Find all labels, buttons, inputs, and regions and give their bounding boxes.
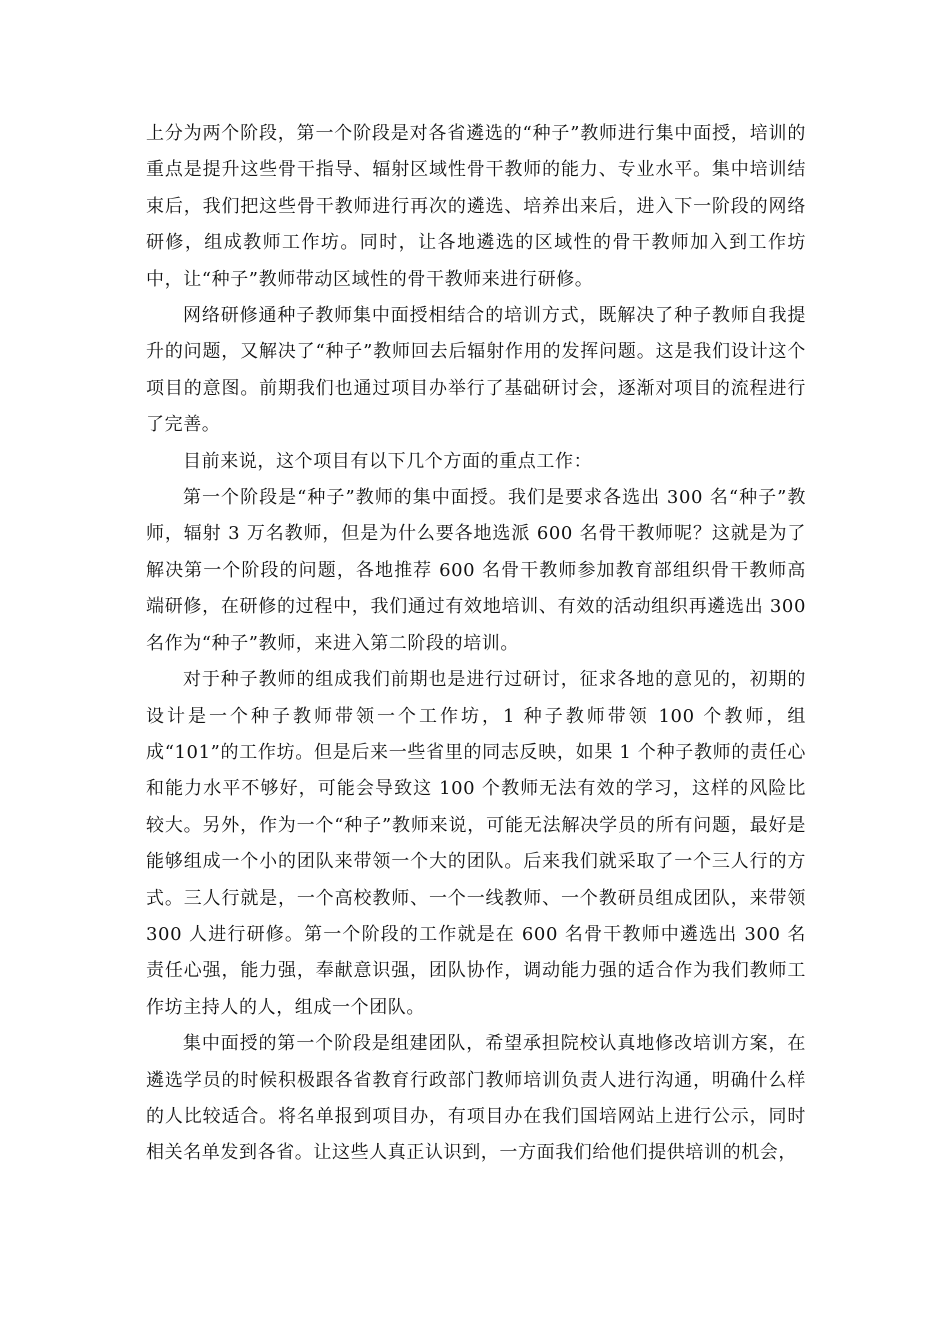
paragraph-2: 网络研修通种子教师集中面授相结合的培训方式，既解决了种子教师自我提升的问题，又解决了“种子”教师回去后辐射作用的发挥问题。这是我们设计这个项目的意图。前期我们也通过项目办举行了基础研讨会，逐渐对项目的流程进行了完善。: [146, 305, 806, 436]
paragraph-3: 目前来说，这个项目有以下几个方面的重点工作：: [183, 450, 593, 472]
paragraph-1: 上分为两个阶段，第一个阶段是对各省遴选的“种子”教师进行集中面授，培训的重点是提升这些骨干指导、辐射区域性骨干教师的能力、专业水平。集中培训结束后，我们把这些骨干教师进行再次的遴选、培养出来后，进入下一阶段的网络研修，组成教师工作坊。同时，让各地遴选的区域性的骨干教师加入到工作坊中，让“种子”教师带动区域性的骨干教师来进行研修。: [146, 123, 806, 290]
paragraph-6: 集中面授的第一个阶段是组建团队，希望承担院校认真地修改培训方案，在遴选学员的时候积极跟各省教育行政部门教师培训负责人进行沟通，明确什么样的人比较适合。将名单报到项目办，有项目办在我们国培网站上进行公示，同时相关名单发到各省。让这些人真正认识到，一方面我们给他们提供培训的机会，: [146, 1033, 806, 1164]
document-body: [146, 116, 806, 1172]
paragraph-5: 对于种子教师的组成我们前期也是进行过研讨，征求各地的意见的，初期的设计是一个种子教师带领一个工作坊，1 种子教师带领 100 个教师，组成“101”的工作坊。但是后来一些省里的同志反映，如果 1 个种子教师的责任心和能力水平不够好，可能会导致这 100 个教师无法有效的学习，这样的风险比较大。另外，作为一个“种子”教师来说，可能无法解决学员的所有问题，最好是能够组成一个小的团队来带领一个大的团队。后来我们就采取了一个三人行的方式。三人行就是，一个高校教师、一个一线教师、一个教研员组成团队，来带领 300 人进行研修。第一个阶段的工作就是在 600 名骨干教师中遴选出 300 名责任心强，能力强，奉献意识强，团队协作，调动能力强的适合作为我们教师工作坊主持人的人，组成一个团队。: [146, 669, 806, 1018]
paragraph-4: 第一个阶段是“种子”教师的集中面授。我们是要求各选出 300 名“种子”教师，辐射 3 万名教师，但是为什么要各地选派 600 名骨干教师呢？这就是为了解决第一个阶段的问题，各地推荐 600 名骨干教师参加教育部组织骨干教师高端研修，在研修的过程中，我们通过有效地培训、有效的活动组织再遴选出 300 名作为“种子”教师，来进入第二阶段的培训。: [146, 487, 806, 654]
